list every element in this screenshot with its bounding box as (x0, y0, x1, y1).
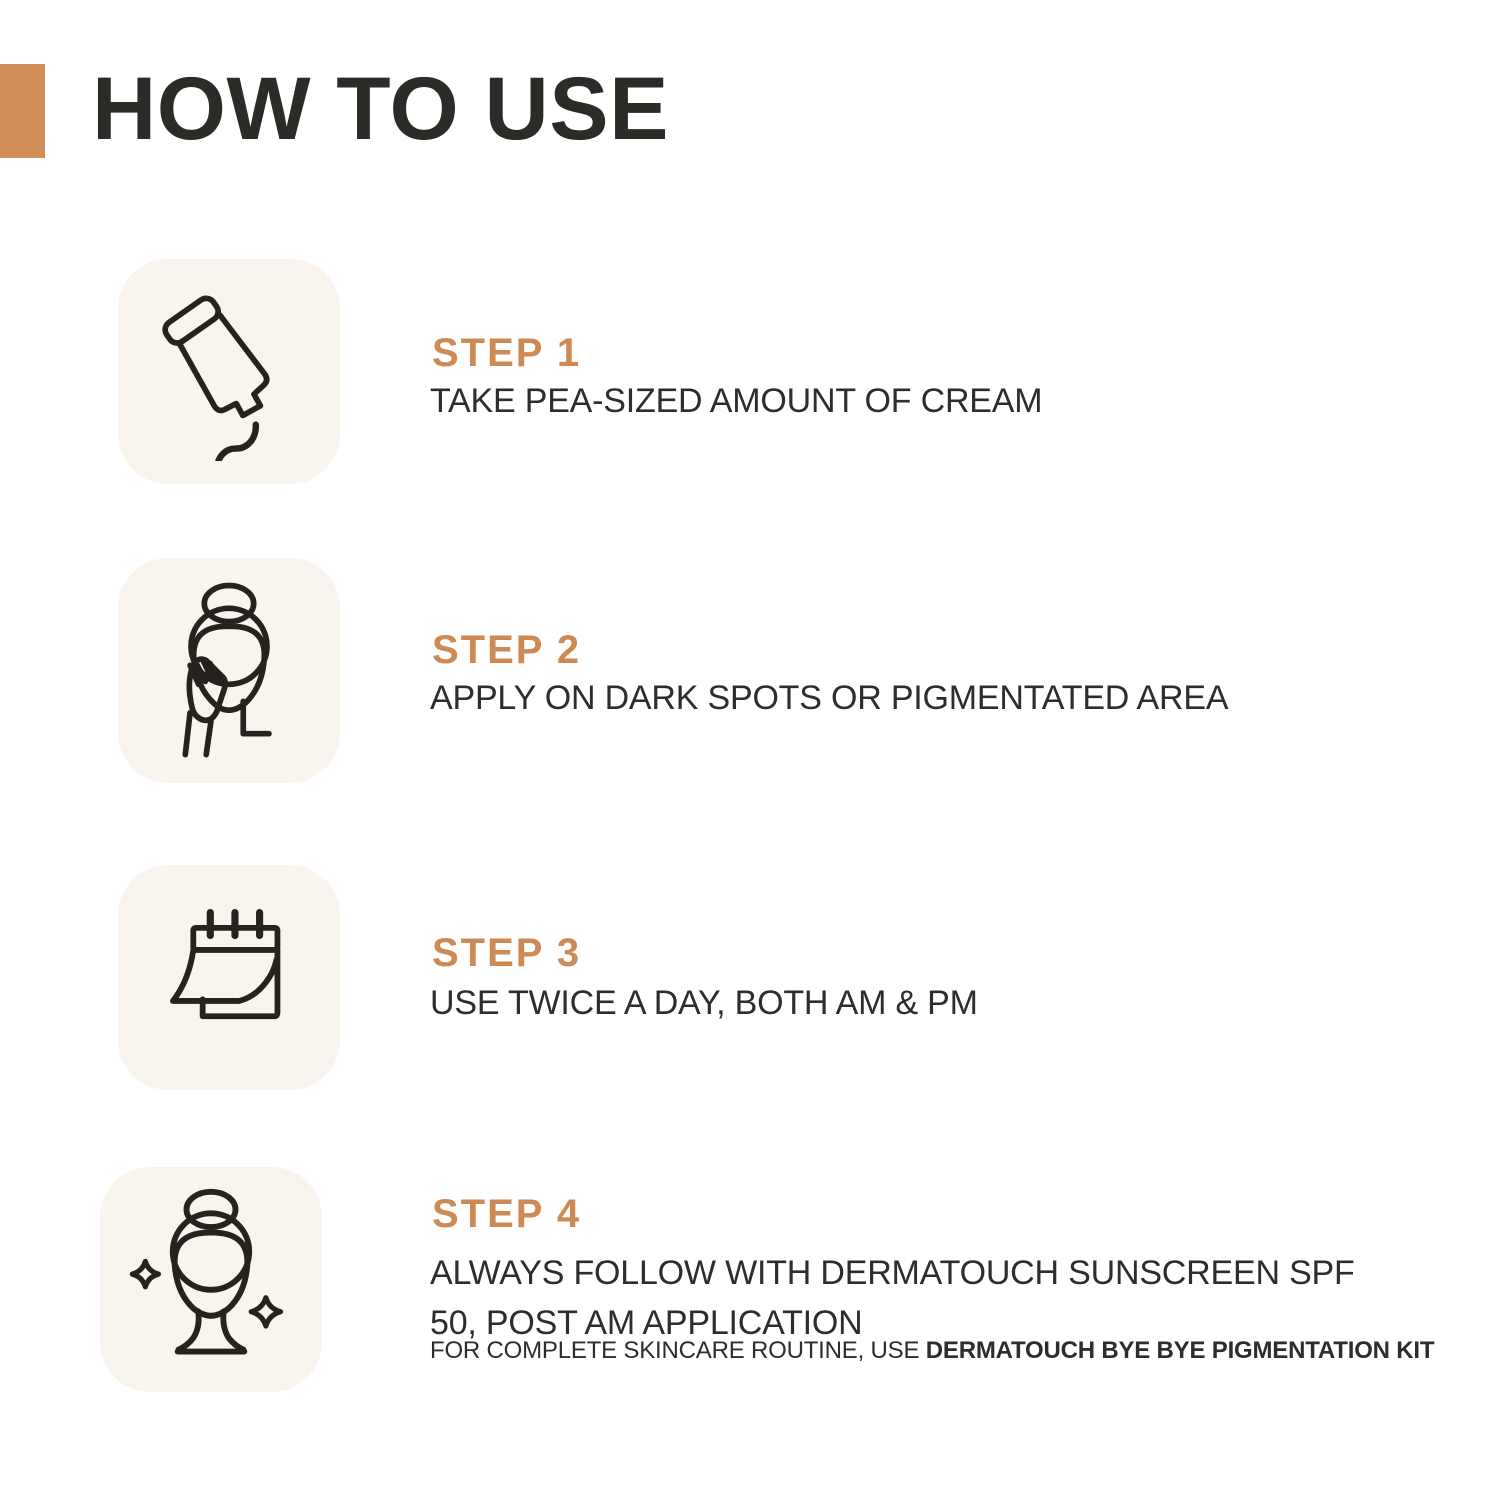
step2-description: APPLY ON DARK SPOTS OR PIGMENTATED AREA (430, 679, 1229, 717)
accent-bar (0, 64, 45, 158)
step4-note-prefix: FOR COMPLETE SKINCARE ROUTINE, USE (430, 1337, 926, 1364)
step1-heading: STEP 1 (432, 331, 582, 375)
cream-tube-icon (140, 283, 318, 461)
step2-icon-box (118, 558, 340, 783)
face-sparkles-icon (113, 1182, 309, 1378)
step3-heading: STEP 3 (432, 931, 582, 975)
step3-description: USE TWICE A DAY, BOTH AM & PM (430, 984, 978, 1022)
step3-icon-box (118, 865, 340, 1090)
step1-icon-box (118, 259, 340, 484)
calendar-icon (144, 893, 314, 1063)
step1-description: TAKE PEA-SIZED AMOUNT OF CREAM (430, 382, 1043, 420)
face-hand-apply-icon (134, 576, 324, 766)
step2-heading: STEP 2 (432, 628, 582, 672)
step4-description: ALWAYS FOLLOW WITH DERMATOUCH SUNSCREEN SPF 50, POST AM APPLICATION (430, 1254, 1355, 1342)
step4-icon-box (100, 1167, 322, 1392)
step4-note (430, 1339, 1434, 1363)
step4-heading: STEP 4 (432, 1192, 582, 1236)
step4-note-bold: DERMATOUCH BYE BYE PIGMENTATION KIT (925, 1337, 1435, 1364)
page-title: HOW TO USE (92, 58, 669, 158)
